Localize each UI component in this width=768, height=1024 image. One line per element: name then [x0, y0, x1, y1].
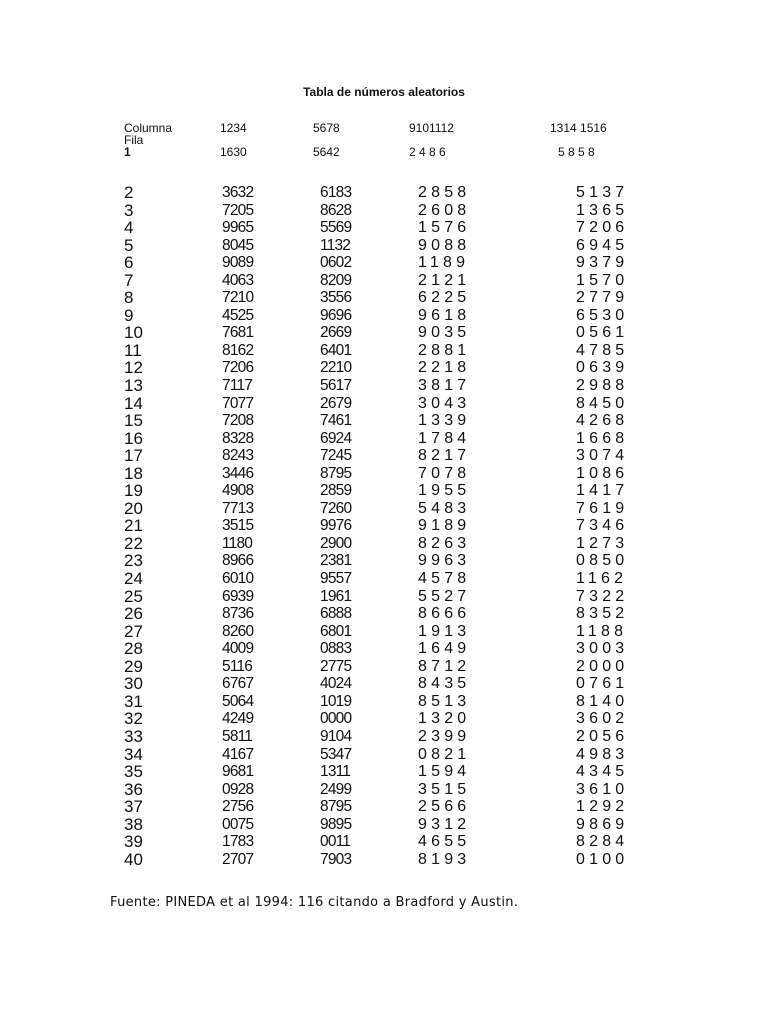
table-cell: 3556	[320, 289, 352, 307]
table-cell: 8795	[320, 464, 352, 482]
table-cell: 5811	[222, 727, 253, 745]
table-cell: 4268	[576, 412, 629, 430]
table-cell: 2775	[320, 657, 352, 675]
table-cell: 9976	[320, 517, 352, 535]
first-row-index: 1	[124, 145, 131, 159]
row-index: 13	[124, 376, 143, 396]
table-cell: 0928	[222, 780, 254, 798]
table-row	[0, 447, 768, 465]
table-cell: 5137	[576, 184, 629, 201]
table-cell: 4908	[222, 482, 254, 500]
row-index: 37	[124, 797, 143, 817]
table-cell: 1189	[418, 254, 470, 272]
table-cell: 6924	[320, 429, 352, 447]
table-cell: 9088	[418, 236, 471, 254]
table-row	[0, 675, 768, 693]
table-row	[0, 710, 768, 728]
table-cell: 1320	[418, 710, 471, 728]
table-cell: 2056	[576, 727, 629, 745]
table-cell: 7245	[320, 447, 352, 465]
table-cell: 8966	[222, 552, 254, 570]
table-cell: 9618	[418, 306, 471, 324]
table-row	[0, 816, 768, 834]
table-cell: 1188	[576, 622, 628, 640]
row-index: 14	[124, 393, 143, 413]
table-cell: 1955	[418, 482, 471, 500]
table-cell: 2566	[418, 798, 471, 816]
table-cell: 7903	[320, 850, 352, 868]
table-row	[0, 395, 768, 413]
table-row	[0, 184, 768, 202]
table-cell: 1570	[576, 271, 629, 289]
row-index: 30	[124, 674, 143, 694]
table-cell: 7260	[320, 499, 352, 517]
table-cell: 2988	[576, 377, 629, 395]
table-cell: 7322	[576, 587, 629, 605]
table-cell: 4063	[222, 271, 254, 289]
row-index: 32	[124, 709, 143, 729]
table-row	[0, 781, 768, 799]
table-cell: 7713	[222, 499, 254, 517]
table-cell: 0011	[320, 833, 351, 851]
row-index: 21	[124, 516, 143, 536]
table-cell: 7077	[222, 394, 254, 412]
table-row	[0, 272, 768, 290]
table-cell: 6945	[576, 236, 629, 254]
table-cell: 9557	[320, 570, 352, 588]
row-index: 33	[124, 726, 143, 746]
table-cell: 9312	[418, 815, 471, 833]
row-index: 9	[124, 305, 134, 325]
table-cell: 1180	[222, 534, 253, 552]
row-index: 3	[124, 200, 134, 220]
table-cell: 2000	[576, 657, 629, 675]
table-cell: 4345	[576, 763, 629, 781]
row-index: 6	[124, 253, 134, 273]
table-cell: 8193	[418, 850, 471, 868]
table-cell: 5617	[320, 377, 352, 395]
table-row	[0, 342, 768, 360]
table-cell: 8217	[418, 447, 471, 465]
table-cell: 8209	[320, 271, 352, 289]
row-index: 17	[124, 446, 143, 466]
table-cell: 6767	[222, 675, 254, 693]
table-cell: 1273	[576, 534, 629, 552]
column-number: 1314 1516	[550, 121, 607, 135]
row-index: 27	[124, 621, 143, 641]
table-cell: 8352	[576, 605, 629, 623]
table-cell: 8045	[222, 236, 254, 254]
row-index: 18	[124, 463, 143, 483]
column-number: 9101112	[409, 121, 454, 135]
row-index: 39	[124, 832, 143, 852]
table-cell: 1784	[418, 429, 471, 447]
table-cell: 3446	[222, 464, 254, 482]
table-cell: 6530	[576, 306, 629, 324]
row-index: 24	[124, 569, 143, 589]
table-cell: 8513	[418, 692, 471, 710]
table-cell: 1019	[320, 692, 352, 710]
table-row	[0, 465, 768, 483]
table-cell: 8284	[576, 833, 629, 851]
table-cell: 8243	[222, 447, 254, 465]
table-cell: 0075	[222, 815, 254, 833]
table-cell: 0821	[418, 745, 471, 763]
table-cell: 1339	[418, 412, 471, 430]
table-cell: 6225	[418, 289, 471, 307]
table-cell: 1668	[576, 429, 629, 447]
table-cell: 7206	[576, 219, 629, 237]
table-cell: 2900	[320, 534, 352, 552]
table-cell: 8795	[320, 798, 352, 816]
table-cell: 2399	[418, 727, 471, 745]
table-cell: 2499	[320, 780, 352, 798]
table-cell: 3610	[576, 780, 629, 798]
table-cell: 8736	[222, 605, 254, 623]
table-cell: 1311	[320, 763, 351, 781]
table-cell: 9189	[418, 517, 471, 535]
table-cell: 9681	[222, 763, 254, 781]
table-cell: 9379	[576, 254, 629, 272]
table-row	[0, 746, 768, 764]
table-row	[0, 430, 768, 448]
row-label: Fila	[124, 133, 144, 147]
row-index: 28	[124, 639, 143, 659]
column-label: Columna	[124, 121, 173, 135]
table-cell: 6401	[320, 341, 352, 359]
table-row	[0, 798, 768, 816]
table-row	[0, 219, 768, 237]
table-cell: 4983	[576, 745, 629, 763]
row-index: 7	[124, 270, 134, 290]
table-cell: 0100	[576, 850, 629, 868]
table-cell: 3003	[576, 640, 629, 658]
table-cell: 1649	[418, 640, 471, 658]
table-cell: 6939	[222, 587, 254, 605]
table-cell: 3074	[576, 447, 629, 465]
column-number: 5678	[313, 121, 340, 135]
table-cell: 1961	[320, 587, 352, 605]
row-index: 11	[124, 340, 142, 360]
first-row-value: 5642	[313, 145, 340, 159]
row-index: 8	[124, 288, 134, 308]
table-row	[0, 640, 768, 658]
table-cell: 0000	[320, 710, 352, 728]
table-cell: 2218	[418, 359, 471, 377]
table-cell: 1292	[576, 798, 629, 816]
table-row	[0, 605, 768, 623]
table-row	[0, 377, 768, 395]
table-cell: 3515	[418, 780, 471, 798]
table-cell: 1132	[320, 236, 351, 254]
table-cell: 2121	[418, 271, 471, 289]
table-cell: 5527	[418, 587, 471, 605]
table-row	[0, 658, 768, 676]
table-row	[0, 693, 768, 711]
table-cell: 3043	[418, 394, 471, 412]
first-row-value: 5 8 5 8	[558, 145, 595, 159]
table-row	[0, 763, 768, 781]
row-index: 12	[124, 358, 143, 378]
table-cell: 8628	[320, 201, 352, 219]
table-row	[0, 254, 768, 272]
table-cell: 1162	[576, 570, 628, 588]
table-cell: 2608	[418, 201, 471, 219]
page-title: Tabla de números aleatorios	[303, 85, 465, 99]
table-cell: 0639	[576, 359, 629, 377]
table-cell: 9895	[320, 815, 352, 833]
table-cell: 8435	[418, 675, 471, 693]
table-row	[0, 517, 768, 535]
row-index: 34	[124, 744, 143, 764]
table-cell: 7078	[418, 464, 471, 482]
row-index: 15	[124, 411, 143, 431]
table-cell: 5483	[418, 499, 471, 517]
table-cell: 2756	[222, 798, 254, 816]
table-cell: 6888	[320, 605, 352, 623]
table-cell: 9696	[320, 306, 352, 324]
table-row	[0, 728, 768, 746]
table-cell: 3817	[418, 377, 471, 395]
table-cell: 7205	[222, 201, 254, 219]
table-cell: 3602	[576, 710, 629, 728]
table-cell: 1783	[222, 833, 254, 851]
row-index: 23	[124, 551, 143, 571]
table-row	[0, 307, 768, 325]
table-cell: 6183	[320, 184, 352, 201]
table-cell: 0761	[576, 675, 629, 693]
table-row	[0, 833, 768, 851]
table-cell: 0602	[320, 254, 352, 272]
table-cell: 1576	[418, 219, 471, 237]
table-cell: 4167	[222, 745, 254, 763]
table-row	[0, 500, 768, 518]
row-index: 29	[124, 656, 143, 676]
row-index: 36	[124, 779, 143, 799]
table-row	[0, 412, 768, 430]
table-cell: 4785	[576, 341, 629, 359]
first-row-value: 1630	[220, 145, 247, 159]
table-cell: 8162	[222, 341, 254, 359]
table-cell: 1913	[418, 622, 471, 640]
table-cell: 9089	[222, 254, 254, 272]
table-cell: 5116	[222, 657, 253, 675]
table-cell: 2858	[418, 184, 471, 201]
table-cell: 1594	[418, 763, 471, 781]
table-cell: 7461	[320, 412, 352, 430]
source-note: Fuente: PINEDA et al 1994: 116 citando a Bradford y Austin.	[110, 895, 519, 910]
table-cell: 9035	[418, 324, 471, 342]
table-cell: 1086	[576, 464, 629, 482]
table-cell: 5347	[320, 745, 352, 763]
table-cell: 2881	[418, 341, 471, 359]
table-cell: 2381	[320, 552, 352, 570]
table-cell: 6010	[222, 570, 254, 588]
table-cell: 4024	[320, 675, 352, 693]
table-cell: 3515	[222, 517, 254, 535]
table-cell: 7619	[576, 499, 629, 517]
table-row	[0, 202, 768, 220]
table-cell: 8140	[576, 692, 629, 710]
random-numbers-table	[0, 184, 768, 868]
table-cell: 1417	[576, 482, 629, 500]
row-index: 25	[124, 586, 143, 606]
row-index: 20	[124, 498, 143, 518]
table-row	[0, 851, 768, 869]
row-index: 31	[124, 691, 143, 711]
table-row	[0, 237, 768, 255]
row-index: 16	[124, 428, 143, 448]
table-cell: 4578	[418, 570, 471, 588]
table-row	[0, 570, 768, 588]
table-cell: 9963	[418, 552, 471, 570]
table-cell: 9965	[222, 219, 254, 237]
row-index: 26	[124, 604, 143, 624]
table-cell: 8666	[418, 605, 471, 623]
row-index: 40	[124, 849, 143, 869]
table-cell: 7346	[576, 517, 629, 535]
table-row	[0, 482, 768, 500]
table-cell: 2707	[222, 850, 254, 868]
table-cell: 0850	[576, 552, 629, 570]
table-row	[0, 324, 768, 342]
row-index: 5	[124, 235, 134, 255]
table-row	[0, 623, 768, 641]
table-cell: 5064	[222, 692, 254, 710]
table-cell: 6801	[320, 622, 352, 640]
table-cell: 2210	[320, 359, 352, 377]
table-cell: 7210	[222, 289, 254, 307]
table-cell: 4249	[222, 710, 254, 728]
table-cell: 0883	[320, 640, 352, 658]
table-cell: 7117	[222, 377, 253, 395]
row-index: 38	[124, 814, 143, 834]
first-row-value: 2 4 8 6	[409, 145, 446, 159]
table-row	[0, 552, 768, 570]
table-cell: 2859	[320, 482, 352, 500]
table-cell: 8712	[418, 657, 471, 675]
table-cell: 8263	[418, 534, 471, 552]
table-cell: 9869	[576, 815, 629, 833]
table-cell: 2779	[576, 289, 629, 307]
table-cell: 1365	[576, 201, 629, 219]
row-index: 22	[124, 533, 143, 553]
row-index: 4	[124, 218, 134, 238]
row-index: 35	[124, 762, 143, 782]
table-row	[0, 289, 768, 307]
table-cell: 8260	[222, 622, 254, 640]
table-cell: 2669	[320, 324, 352, 342]
table-cell: 0561	[576, 324, 629, 342]
table-cell: 2679	[320, 394, 352, 412]
table-cell: 9104	[320, 727, 352, 745]
table-cell: 7206	[222, 359, 254, 377]
table-cell: 3632	[222, 184, 254, 201]
row-index: 19	[124, 481, 143, 501]
table-cell: 4009	[222, 640, 254, 658]
table-cell: 7208	[222, 412, 254, 430]
table-cell: 4655	[418, 833, 471, 851]
table-row	[0, 359, 768, 377]
table-cell: 5569	[320, 219, 352, 237]
table-cell: 8328	[222, 429, 254, 447]
table-row	[0, 588, 768, 606]
table-cell: 7681	[222, 324, 254, 342]
table-row	[0, 535, 768, 553]
row-index: 2	[124, 183, 134, 202]
column-number: 1234	[220, 121, 247, 135]
table-cell: 8450	[576, 394, 629, 412]
row-index: 10	[124, 323, 143, 343]
table-cell: 4525	[222, 306, 254, 324]
